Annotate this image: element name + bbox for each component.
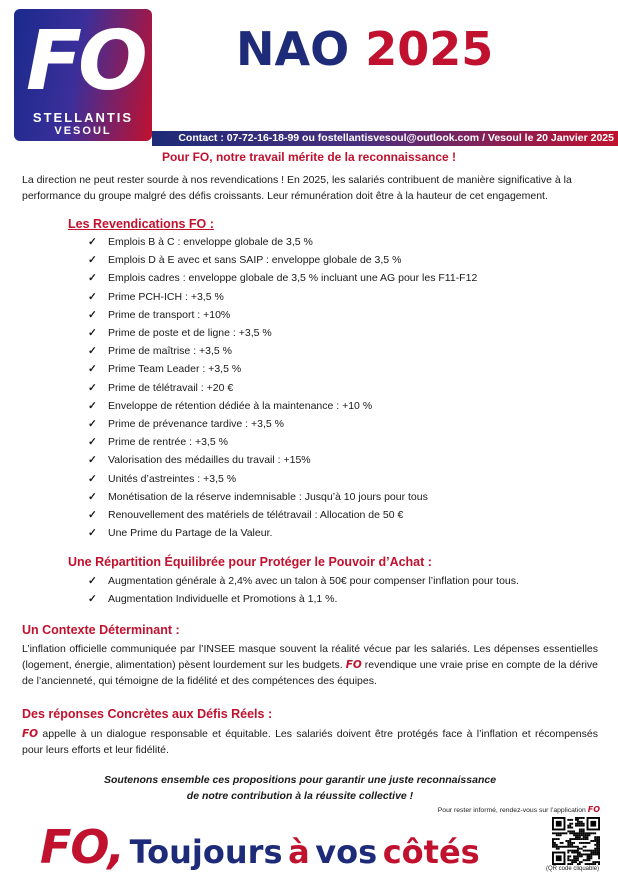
title-nao: NAO (236, 22, 350, 76)
tagline: Pour FO, notre travail mérite de la reconnaissance ! (161, 150, 457, 164)
checklist-item (88, 572, 519, 590)
check-icon: ✓ (88, 418, 97, 431)
checklist-text: Prime de rentrée : +3,5 % (108, 436, 228, 449)
checklist-text: Augmentation Individuelle et Promotions à 1,1 %. (108, 593, 338, 606)
checklist-text: Une Prime du Partage de la Valeur. (108, 527, 273, 540)
section-repartition-title: Une Répartition Équilibrée pour Protéger le Pouvoir d’Achat : (68, 555, 432, 569)
checklist-text: Prime de maîtrise : +3,5 % (108, 345, 233, 358)
checklist-text: Prime de transport : +10% (108, 308, 231, 321)
checklist-item (88, 415, 477, 433)
checklist-text: Monétisation de la réserve indemnisable : Jusqu’à 10 jours pour tous (108, 490, 428, 503)
check-icon: ✓ (88, 290, 97, 303)
slogan-fo: FO, (40, 820, 124, 874)
checklist-item (88, 233, 477, 251)
revendications-list (88, 233, 477, 542)
checklist-item (88, 524, 477, 542)
contexte-paragraph (22, 641, 598, 689)
contexte-text-before: L’inflation officielle communiquée par l’INSEE masque souvent la réalité vécue par les salariés. Les dépenses essentielles (logement, énergie, alimentation) pèsent lourdement sur les budgets. (22, 643, 598, 671)
checklist-text: Prime PCH-ICH : +3,5 % (108, 290, 224, 303)
checklist-item (88, 470, 477, 488)
closing-line-2: de notre contribution à la réussite collective ! (186, 790, 414, 802)
checklist-text: Prime Team Leader : +3,5 % (108, 363, 242, 376)
checklist-item (88, 590, 519, 608)
contact-bar[interactable]: Contact : 07-72-16-18-99 ou fostellantisvesoul@outlook.com / Vesoul le 20 Janvier 2025 (152, 131, 618, 146)
qr-note (438, 805, 600, 814)
check-icon: ✓ (88, 527, 97, 540)
qr-note-text: Pour rester informé, rendez-vous sur l’application (437, 807, 586, 814)
check-icon: ✓ (88, 472, 97, 485)
closing-line-1: Soutenons ensemble ces propositions pour garantir une juste reconnaissance (103, 774, 497, 786)
check-icon: ✓ (88, 308, 97, 321)
reponses-paragraph (22, 726, 598, 758)
fo-inline-mark: FO (22, 728, 39, 740)
checklist-text: Emplois B à C : enveloppe globale de 3,5 % (108, 236, 313, 248)
slogan-toujours: Toujours (129, 833, 283, 871)
fo-inline-mark: FO (345, 659, 362, 671)
checklist-text: Prime de télétravail : +20 € (108, 381, 234, 394)
check-icon: ✓ (88, 509, 97, 522)
closing-statement (80, 772, 520, 804)
checklist-item (88, 251, 477, 269)
section-reponses-title: Des réponses Concrètes aux Défis Réels : (22, 707, 273, 721)
reponses-text: appelle à un dialogue responsable et équitable. Les salariés doivent être protégés face à l’inflation et récompensés pour leurs efforts et leur fidélité. (22, 728, 598, 756)
check-icon: ✓ (88, 272, 97, 285)
check-icon: ✓ (88, 593, 97, 606)
slogan-vos: vos (315, 833, 378, 871)
checklist-item (88, 433, 477, 451)
qr-code[interactable] (552, 817, 600, 865)
check-icon: ✓ (88, 254, 97, 267)
checklist-text: Prime de prévenance tardive : +3,5 % (108, 418, 284, 431)
checklist-text: Prime de poste et de ligne : +3,5 % (108, 327, 272, 340)
checklist-item (88, 306, 477, 324)
section-contexte-title: Un Contexte Déterminant : (22, 623, 180, 637)
checklist-item (88, 506, 477, 524)
checklist-text: Valorisation des médailles du travail : +15% (108, 454, 311, 467)
check-icon: ✓ (88, 363, 97, 376)
repartition-list (88, 572, 519, 608)
logo-vesoul: VESOUL (54, 125, 112, 137)
check-icon: ✓ (88, 399, 97, 412)
footer-slogan (40, 820, 480, 874)
checklist-text: Emplois cadres : enveloppe globale de 3,5 % incluant une AG pour les F11-F12 (108, 272, 478, 285)
page-title (236, 22, 493, 76)
slogan-cotes: côtés (382, 833, 480, 871)
title-year: 2025 (365, 22, 494, 76)
fo-logo (14, 9, 152, 141)
check-icon: ✓ (88, 381, 97, 394)
checklist-text: Emplois D à E avec et sans SAIP : enveloppe globale de 3,5 % (108, 254, 402, 267)
checklist-item (88, 451, 477, 469)
qr-note-fo: FO (587, 805, 600, 814)
section-revendications-title: Les Revendications FO : (68, 217, 214, 231)
contexte-text-after: revendique une vraie prise en compte de la dérive de l’ancienneté, qui témoigne de la fidélité et des compétences des équipes. (22, 659, 599, 687)
checklist-item (88, 379, 477, 397)
check-icon: ✓ (88, 454, 97, 467)
check-icon: ✓ (88, 575, 97, 587)
checklist-item (88, 342, 477, 360)
checklist-item (88, 269, 477, 287)
check-icon: ✓ (88, 436, 97, 449)
checklist-item (88, 360, 477, 378)
logo-stellantis: STELLANTIS (32, 110, 134, 125)
checklist-item (88, 488, 477, 506)
logo-fo-text: FO (26, 14, 144, 109)
check-icon: ✓ (88, 490, 97, 503)
checklist-text: Enveloppe de rétention dédiée à la maintenance : +10 % (108, 399, 373, 412)
qr-caption: (QR code cliquable) (546, 866, 600, 872)
intro-paragraph: La direction ne peut rester sourde à nos revendications ! En 2025, les salariés contribuent de manière significative à la performance du groupe malgré des défis croissants. Leur rémunération doit être à la hauteur de cet engagement. (22, 174, 572, 202)
checklist-text: Unités d’astreintes : +3,5 % (108, 472, 237, 485)
check-icon: ✓ (88, 327, 97, 340)
checklist-text: Renouvellement des matériels de télétravail : Allocation de 50 € (108, 509, 404, 522)
slogan-a: à (288, 833, 310, 871)
checklist-item (88, 288, 477, 306)
check-icon: ✓ (88, 345, 97, 358)
checklist-item (88, 397, 477, 415)
check-icon: ✓ (88, 236, 97, 248)
checklist-item (88, 324, 477, 342)
checklist-text: Augmentation générale à 2,4% avec un talon à 50€ pour compenser l’inflation pour tous. (108, 575, 519, 587)
